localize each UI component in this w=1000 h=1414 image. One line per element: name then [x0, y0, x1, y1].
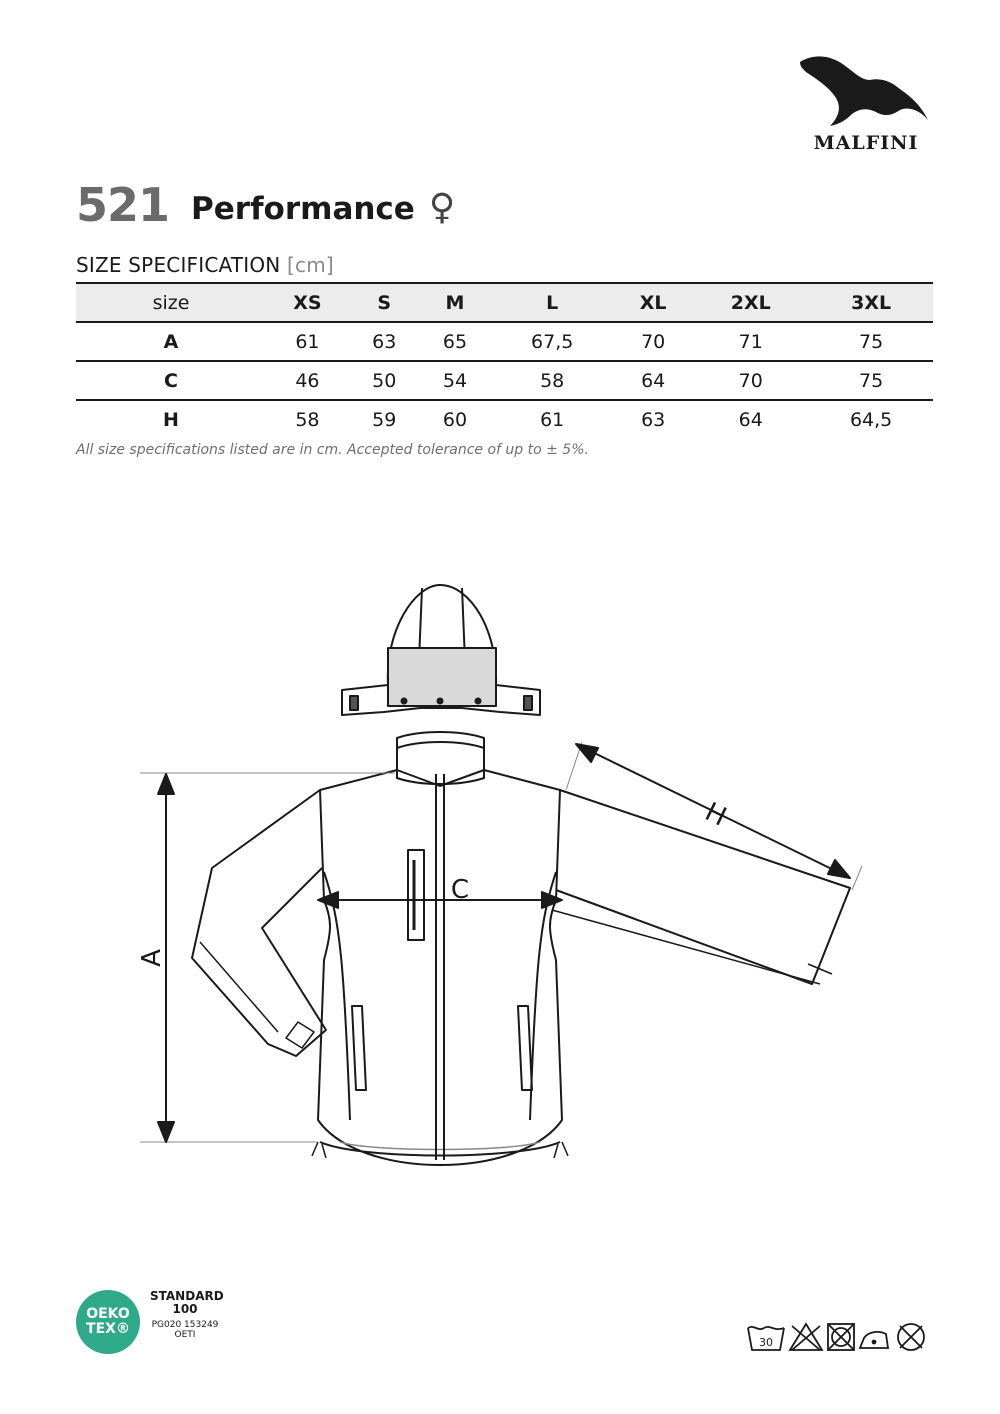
- table-cell: 63: [349, 322, 420, 361]
- standard-label: STANDARD: [150, 1289, 224, 1303]
- table-cell: 65: [420, 322, 491, 361]
- table-cell: 60: [442, 408, 468, 431]
- header-cell: L: [490, 283, 614, 322]
- header-cell: XL: [614, 283, 692, 322]
- iron-low-icon: [860, 1332, 888, 1348]
- row-label: A: [76, 322, 266, 361]
- table-cell: 75: [809, 361, 933, 400]
- table-cell: 59: [372, 408, 397, 431]
- hood-illustration: [342, 585, 540, 715]
- brand-name: MALFINI: [813, 132, 919, 154]
- no-tumble-dry-icon: [828, 1324, 854, 1350]
- female-icon: ♀: [428, 187, 456, 228]
- table-cell: 58: [295, 408, 320, 431]
- oeko-line2: TEX®: [86, 1321, 130, 1337]
- no-bleach-icon: [790, 1324, 822, 1350]
- header-cell: S: [349, 283, 420, 322]
- wash-30-icon: [748, 1327, 784, 1350]
- oeko-tex-badge: [76, 1290, 140, 1354]
- label-h: H: [700, 797, 731, 833]
- table-cell: 64: [738, 408, 763, 431]
- table-cell: 63: [641, 408, 666, 431]
- oeko-line1: OEKO: [86, 1306, 130, 1322]
- certificate-id: PG020 153249: [151, 1320, 219, 1330]
- header-cell: 3XL: [809, 283, 933, 322]
- table-header-row: [76, 283, 933, 322]
- table-cell: 64,5: [849, 408, 893, 431]
- table-cell: 70: [614, 322, 692, 361]
- size-table: [76, 282, 933, 438]
- svg-text:30: 30: [759, 1336, 773, 1349]
- table-cell: 46: [266, 361, 349, 400]
- institute: OETI: [174, 1330, 196, 1340]
- dimension-c: [318, 892, 562, 908]
- header-cell: 2XL: [692, 283, 809, 322]
- table-cell: 64: [614, 361, 692, 400]
- tolerance-note: All size specifications listed are in cm. Accepted tolerance of up to ± 5%.: [76, 442, 589, 458]
- table-cell: 70: [692, 361, 809, 400]
- header-cell: M: [420, 283, 491, 322]
- table-cell: 58: [490, 361, 614, 400]
- row-label: H: [163, 408, 179, 431]
- label-c: C: [450, 875, 470, 905]
- spec-title: [76, 253, 334, 277]
- label-a: A: [137, 949, 167, 967]
- spec-unit: [cm]: [287, 253, 334, 277]
- table-cell: 67,5: [490, 322, 614, 361]
- product-code: 521: [76, 178, 170, 232]
- table-cell: 71: [692, 322, 809, 361]
- table-row: [76, 361, 933, 400]
- oeko-info: [150, 1289, 224, 1340]
- table-row: [76, 400, 933, 438]
- spec-title-text: SIZE SPECIFICATION: [76, 253, 281, 277]
- product-name: Performance: [191, 191, 415, 227]
- table-cell: 50: [349, 361, 420, 400]
- table-cell: 61: [540, 408, 565, 431]
- table-cell: 75: [809, 322, 933, 361]
- no-dry-clean-icon: [898, 1324, 924, 1350]
- jacket-drawing: [0, 560, 1000, 1180]
- eagle-icon: [796, 50, 936, 130]
- row-label: C: [76, 361, 266, 400]
- table-cell: 61: [266, 322, 349, 361]
- product-title: [76, 172, 455, 232]
- jacket-illustration: [192, 732, 850, 1165]
- brand-logo: [796, 50, 936, 154]
- table-cell: 54: [420, 361, 491, 400]
- table-row: [76, 322, 933, 361]
- header-cell: size: [76, 283, 266, 322]
- oeko-tex-certification: [76, 1289, 224, 1354]
- standard-number: 100: [172, 1302, 198, 1316]
- header-cell: XS: [266, 283, 349, 322]
- care-symbols: [746, 1320, 932, 1356]
